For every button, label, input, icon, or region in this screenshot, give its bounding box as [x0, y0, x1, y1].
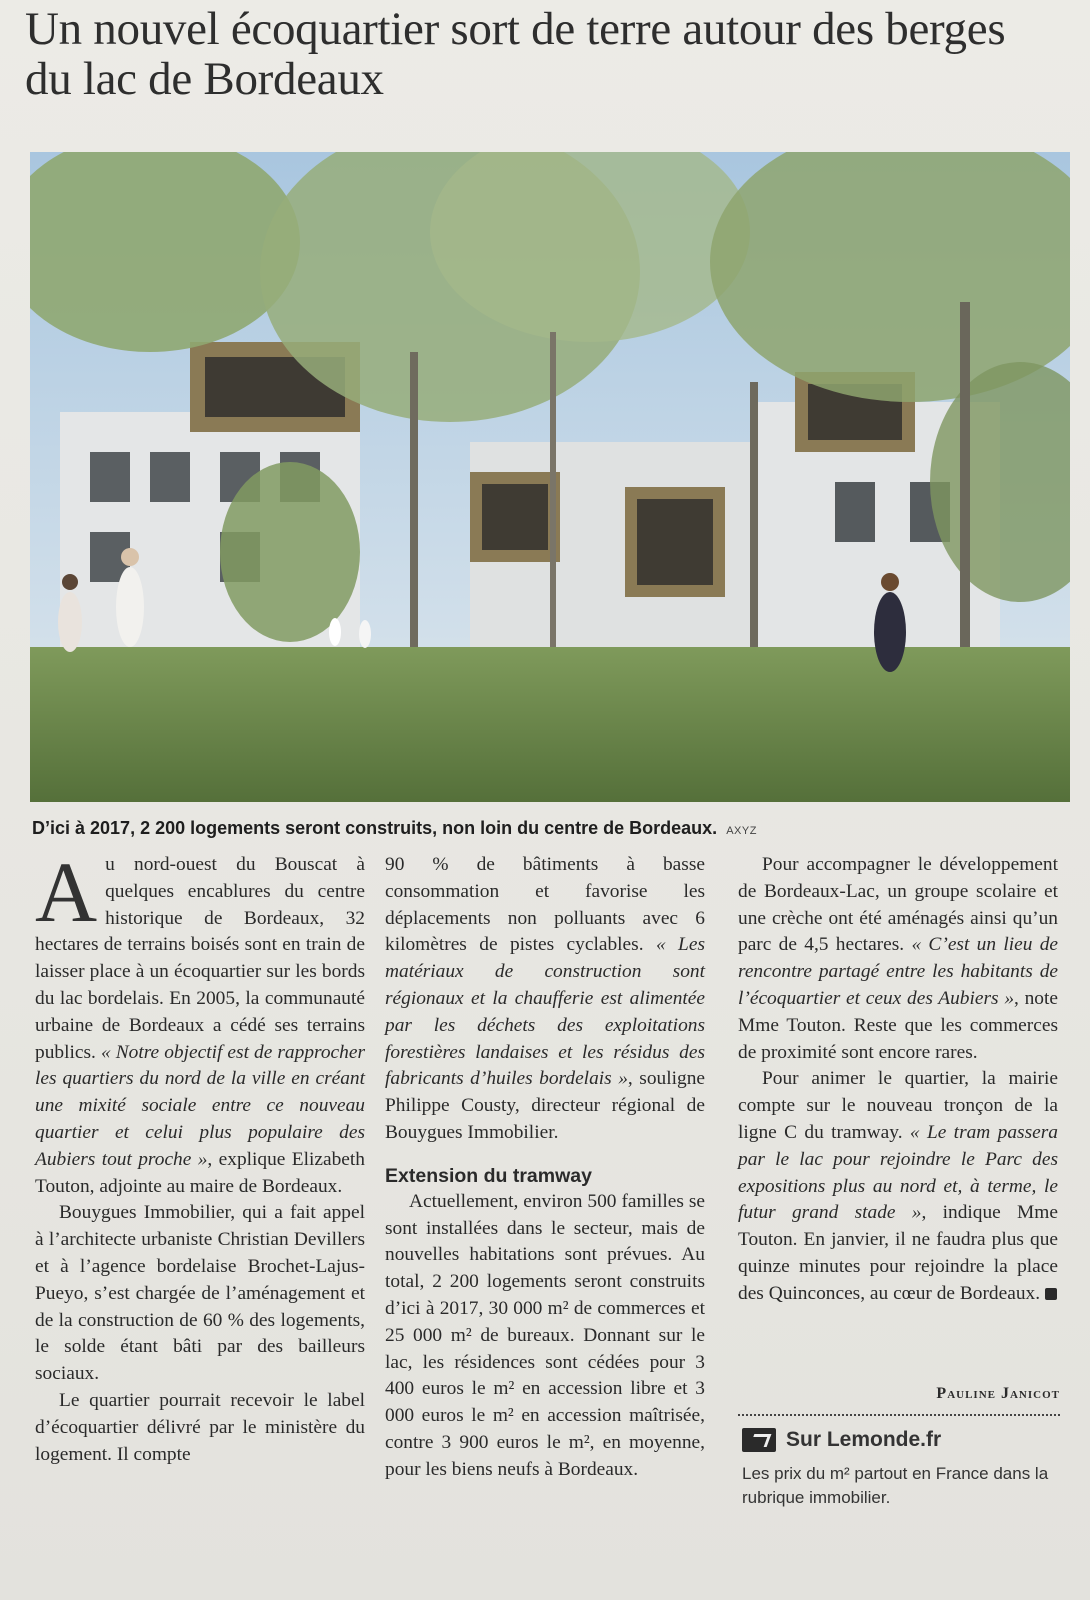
dropcap: A	[35, 844, 98, 940]
paragraph-text: , explique Elizabeth Touton, adjointe au maire de Bordeaux.	[35, 1148, 365, 1197]
paragraph-text: , souligne Philippe Cousty, directeur régional de Bouygues Immobilier.	[385, 1068, 706, 1143]
paragraph	[738, 1066, 1058, 1307]
paragraph-text: , indique Mme Touton. En janvier, il ne faudra plus que quinze minutes pour rejoindre la place des Quinconces, au cœur de Bordeaux.	[738, 1202, 1058, 1304]
promo-title-text: Sur Lemonde.fr	[786, 1428, 942, 1451]
quote: « C’est un lieu de rencontre partagé entre les habitants de l’écoquartier et ceux des Aubiers »	[738, 934, 1058, 1009]
paragraph-text: Pour accompagner le développement de Bordeaux-Lac, un groupe scolaire et une crèche ont été aménagés ainsi qu’un parc de 4,5 hectares.	[738, 854, 1058, 956]
paragraph-text: , note Mme Touton. Reste que les commerces de proximité sont encore rares.	[738, 987, 1058, 1063]
photo-credit: AXYZ	[726, 825, 757, 837]
section-subhead: Extension du tramway	[385, 1164, 592, 1187]
paragraph	[385, 852, 705, 1147]
article-photo	[30, 152, 1070, 802]
article-column-1	[35, 844, 365, 1468]
quote: « Notre objectif est de rapprocher les quartiers du nord de la ville en créant une mixité sociale entre ce nouveau quartier et celui plus populaire des Aubiers tout proche »	[35, 1041, 365, 1170]
promo-link[interactable]	[742, 1428, 941, 1452]
article-column-3	[738, 852, 1058, 1308]
caption-text: D’ici à 2017, 2 200 logements seront construits, non loin du centre de Bordeaux.	[32, 818, 718, 838]
article-headline: Un nouvel écoquartier sort de terre autour des berges du lac de Bordeaux	[25, 3, 1006, 105]
paragraph-text: Pour animer le quartier, la mairie compte sur le nouveau tronçon de la ligne C du tramway.	[738, 1068, 1058, 1143]
paragraph-text: 90 % de bâtiments à basse consommation et favorise les déplacements non polluants avec 6 kilomètres de pistes cyclables.	[385, 854, 705, 956]
paragraph: Le quartier pourrait recevoir le label d’écoquartier délivré par le ministère du logement. Il compte	[35, 1389, 365, 1465]
paragraph: Actuellement, environ 500 familles se sont installées dans le secteur, mais de nouvelles habitations sont prévues. Au total, 2 200 logements seront construits d’ici à 2017, 30 000 m² de commerces et 25 000 m² de bureaux. Donnant sur le lac, les résidences sont cédées pour 3 400 euros le m² en accession libre et 3 000 euros le m² en accession maîtrisée, contre 3 900 euros le m², en moyenne, pour les biens neufs à Bordeaux.	[385, 1190, 705, 1480]
paragraph-text: u nord-ouest du Bouscat à quelques encablures du centre historique de Bordeaux, 32 hectares de terrains boisés sont en train de laisser place à un écoquartier sur les bords du lac bordelais. En 2005, la communauté urbaine de Bordeaux a cédé ses terrains publics.	[35, 854, 365, 1063]
photo-caption	[32, 818, 1062, 839]
paragraph	[35, 844, 365, 1200]
quote: « Les matériaux de construction sont régionaux et la chaufferie est alimentée par les déchets des exploitations forestières landaises et les résidus des fabricants d’huiles bordelais »	[385, 934, 705, 1090]
promo-description: Les prix du m² partout en France dans la rubrique immobilier.	[742, 1464, 1049, 1507]
article-column-2	[385, 852, 705, 1484]
paragraph: Bouygues Immobilier, qui a fait appel à l’architecte urbaniste Christian Devillers et à l’agence bordelaise Brochet-Lajus-Pueyo, s’est chargée de l’aménagement et de la construction de 60 % des logements, le solde étant bâti par des bailleurs sociaux.	[35, 1202, 365, 1385]
quote: « Le tram passera par le lac pour rejoindre le Parc des expositions plus au nord et, à terme, le futur grand stade »	[738, 1121, 1058, 1224]
end-mark-icon	[1045, 1288, 1057, 1300]
promo-divider	[738, 1414, 1060, 1416]
paragraph	[738, 852, 1058, 1066]
author-byline: Pauline Janicot	[936, 1385, 1060, 1402]
arrow-link-icon	[742, 1428, 776, 1452]
ecoquartier-rendering-image	[30, 152, 1070, 802]
